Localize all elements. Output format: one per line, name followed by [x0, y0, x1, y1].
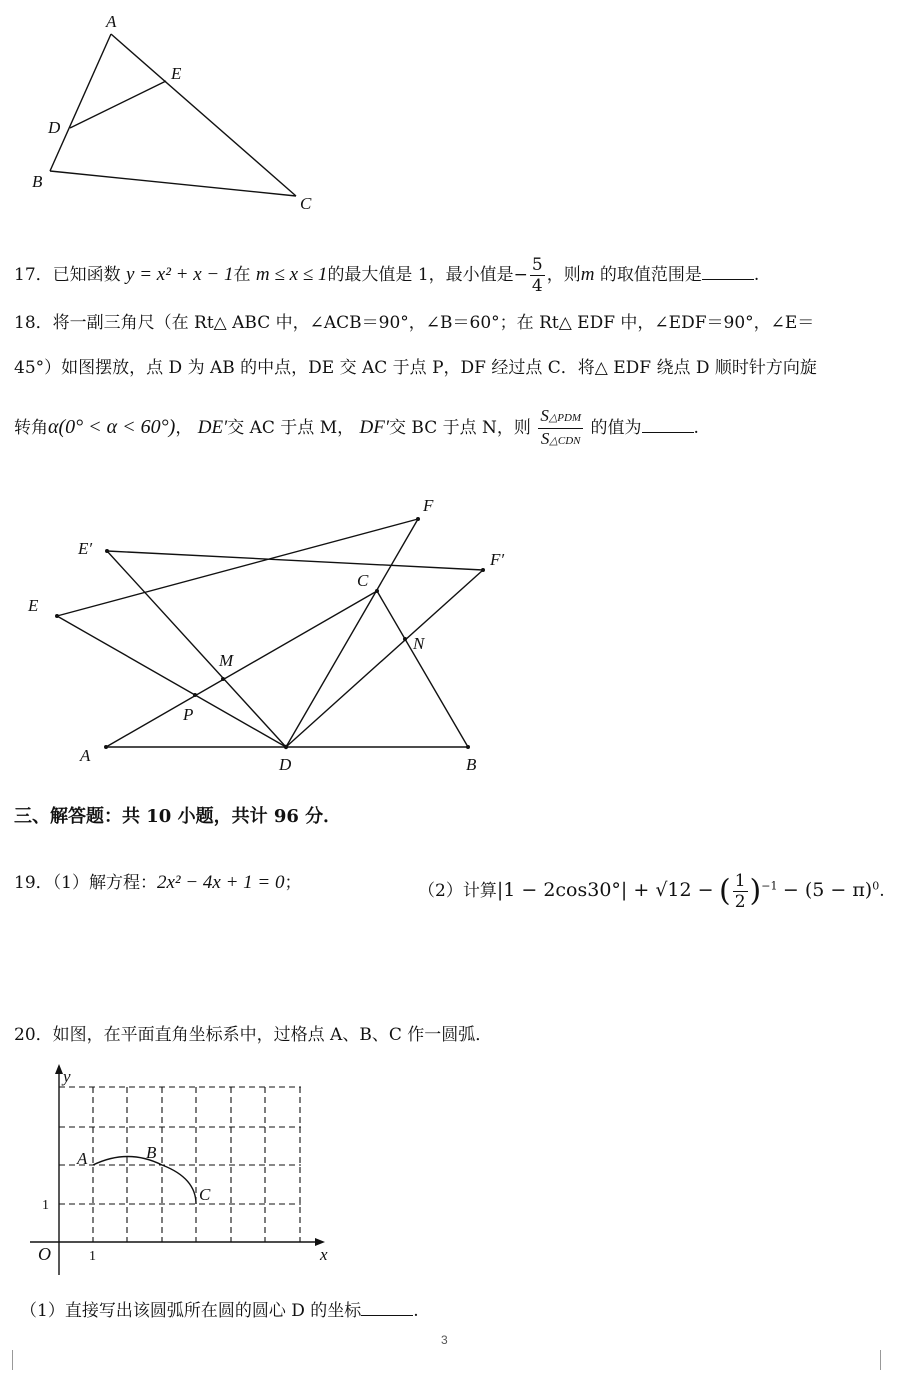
q19-exponent-2: 0: [872, 879, 880, 893]
q20-text: 如图，在平面直角坐标系中，过格点 A、B、C 作一圆弧．: [52, 1025, 493, 1045]
q18-text-g: 交 BC 于点 N，则: [389, 418, 531, 438]
q19-equation: 2x² − 4x + 1 = 0: [156, 872, 285, 893]
label-b: B: [32, 172, 43, 191]
q17-text-3: 的最大值是 1，最小值是: [327, 265, 514, 285]
q20-number: 20．: [14, 1025, 53, 1045]
label-y: y: [63, 1067, 71, 1086]
question-18-line-2: [14, 356, 817, 380]
q18-text-e: 交 AC 于点 M，: [227, 418, 355, 438]
question-19-part-2: （2）计算|1 − 2cos30°| + √12 − ( $\frac{1}{2}$ )$^{-1} - (5 - \pi)^0$.: [418, 871, 885, 912]
figure-set-squares: [20, 490, 520, 780]
q17-text-5: 的取值范围是: [599, 265, 702, 285]
q17-answer-blank[interactable]: [702, 263, 754, 280]
q17-var-m: m: [580, 264, 595, 285]
q18-df-prime: DF′: [359, 417, 389, 438]
label-f: F: [423, 496, 434, 515]
q17-frac-den: 4: [531, 276, 543, 296]
label-a: A: [80, 746, 91, 765]
section-heading: 三、解答题：共 10 小题，共计 96 分．: [14, 806, 342, 827]
question-19-part-1: [14, 871, 302, 895]
q19-p1-label: （1）解方程：: [52, 873, 157, 893]
question-18-line-1: [14, 311, 814, 335]
label-b: B: [146, 1143, 157, 1162]
label-e: E: [28, 596, 39, 615]
q19-exponent: −1: [761, 879, 778, 893]
label-d: D: [279, 755, 292, 774]
label-p: P: [183, 705, 194, 724]
label-e: E: [171, 64, 182, 83]
q17-frac-num: 5: [531, 255, 543, 275]
q17-text-1: 已知函数: [52, 265, 121, 285]
label-c: C: [199, 1185, 211, 1204]
q18-line-1: 将一副三角尺（在 Rt△ ABC 中，∠ACB＝90°，∠B＝60°；在 Rt△ EDF 中，∠EDF＝90°，∠E＝: [52, 313, 815, 333]
label-c: C: [357, 571, 369, 590]
q18-number: 18．: [14, 313, 53, 333]
q19-p2-label: （2）计算: [418, 881, 497, 901]
label-d: D: [48, 118, 61, 137]
q17-fraction: [530, 255, 545, 296]
q17-text-2: 在: [233, 265, 251, 285]
q17-number: 17．: [14, 265, 53, 285]
q18-text-a: 转角: [14, 418, 48, 438]
q19-p1-end: ；: [284, 873, 302, 893]
label-a: A: [106, 12, 117, 31]
page-edge-right: [880, 1350, 881, 1370]
q19-expr-b: − (5 − π): [782, 879, 873, 901]
label-n: N: [413, 634, 425, 653]
q19-number: 19．: [14, 873, 53, 893]
question-20: [14, 1023, 492, 1047]
tick-y-1: 1: [42, 1198, 49, 1213]
q18-den-sub: △CDN: [549, 435, 581, 447]
q18-text-h: 的值为: [590, 418, 642, 438]
q18-end: .: [693, 418, 699, 438]
q17-end: .: [753, 265, 760, 285]
q20-end: .: [413, 1301, 419, 1321]
q18-answer-blank[interactable]: [642, 416, 694, 433]
page-number: 3: [441, 1333, 448, 1347]
q17-function: y = x² + x − 1: [126, 264, 234, 285]
q18-den-s: S: [540, 429, 550, 448]
q20-sub1-text: （1）直接写出该圆弧所在圆的圆心 D 的坐标: [20, 1301, 362, 1321]
label-m: M: [219, 651, 234, 670]
q18-num-s: S: [540, 406, 549, 425]
q18-de-prime: DE′: [197, 417, 228, 438]
q19-expr-a: |1 − 2cos30°| + √12 −: [496, 879, 714, 901]
question-20-sub-1: [20, 1299, 419, 1323]
q17-domain: m ≤ x ≤ 1: [255, 264, 328, 285]
label-a: A: [77, 1149, 88, 1168]
q17-text-4: ，则: [546, 265, 581, 285]
tick-x-1: 1: [89, 1249, 96, 1264]
label-c: C: [300, 194, 312, 213]
q18-ratio: [538, 406, 583, 451]
label-x: x: [320, 1245, 328, 1264]
label-e-prime: E′: [78, 539, 93, 558]
q19-p2-end: .: [879, 881, 885, 901]
q18-num-sub: △PDM: [548, 412, 582, 424]
question-17: [14, 255, 759, 296]
q20-answer-blank[interactable]: [361, 1299, 413, 1316]
q18-text-c: ，: [175, 418, 193, 438]
label-origin: O: [38, 1244, 51, 1264]
q19-fraction: [733, 871, 748, 912]
q17-minus: −: [513, 265, 528, 285]
label-b: B: [466, 755, 477, 774]
figure-coordinate-grid: [20, 1060, 350, 1280]
label-f-prime: F′: [490, 550, 505, 569]
q19-frac-num: 1: [734, 871, 746, 891]
figure-triangle-abc: [20, 8, 340, 223]
q18-angle-range: α(0° < α < 60°): [48, 416, 176, 438]
q19-frac-den: 2: [734, 892, 746, 912]
question-18-line-3: [14, 406, 699, 451]
q18-line-2: 45°）如图摆放，点 D 为 AB 的中点，DE 交 AC 于点 P，DF 经过点 C．将△ EDF 绕点 D 顺时针方向旋: [14, 358, 817, 378]
page-edge-left: [12, 1350, 13, 1370]
